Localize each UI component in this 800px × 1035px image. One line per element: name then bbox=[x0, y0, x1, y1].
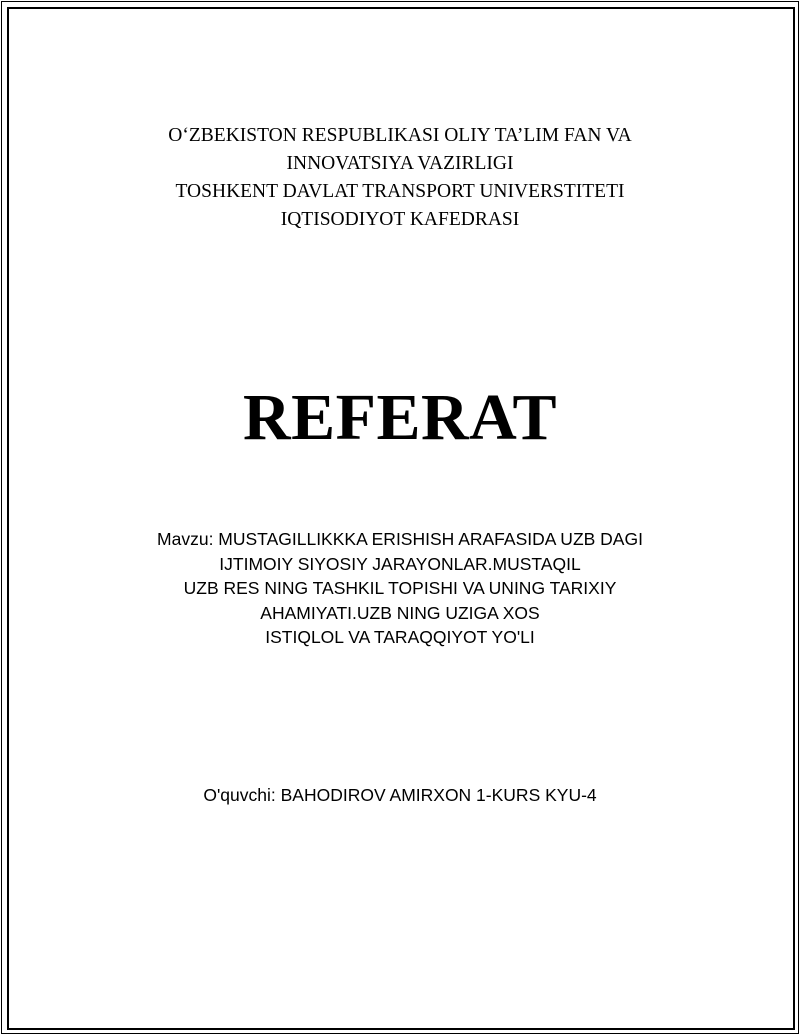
document-title: REFERAT bbox=[243, 381, 557, 454]
header-line-university: TOSHKENT DAVLAT TRANSPORT UNIVERSTITETI bbox=[175, 181, 625, 202]
topic-line-1: Mavzu: MUSTAGILLIKKKA ERISHISH ARAFASIDA UZB DAGI bbox=[157, 529, 643, 549]
topic-line-5: ISTIQLOL VA TARAQQIYOT YO'LI bbox=[265, 627, 535, 647]
topic-line-3: UZB RES NING TASHKIL TOPISHI VA UNING TARIXIY bbox=[183, 578, 617, 598]
topic-line-2: IJTIMOIY SIYOSIY JARAYONLAR.MUSTAQIL bbox=[219, 553, 581, 574]
topic-block bbox=[0, 527, 800, 650]
header-line-department: IQTISODIYOT KAFEDRASI bbox=[280, 209, 520, 230]
header-line-ministry-2: INNOVATSIYA VAZIRLIGI bbox=[286, 153, 514, 174]
student-info: O'quvchi: BAHODIROV AMIRXON 1-KURS KYU-4 bbox=[203, 785, 597, 805]
topic-line-4: AHAMIYATI.UZB NING UZIGA XOS bbox=[260, 602, 540, 623]
header-line-ministry-1: O‘ZBEKISTON RESPUBLIKASI OLIY TA’LIM FAN VA bbox=[168, 125, 632, 146]
institution-header bbox=[0, 122, 800, 234]
